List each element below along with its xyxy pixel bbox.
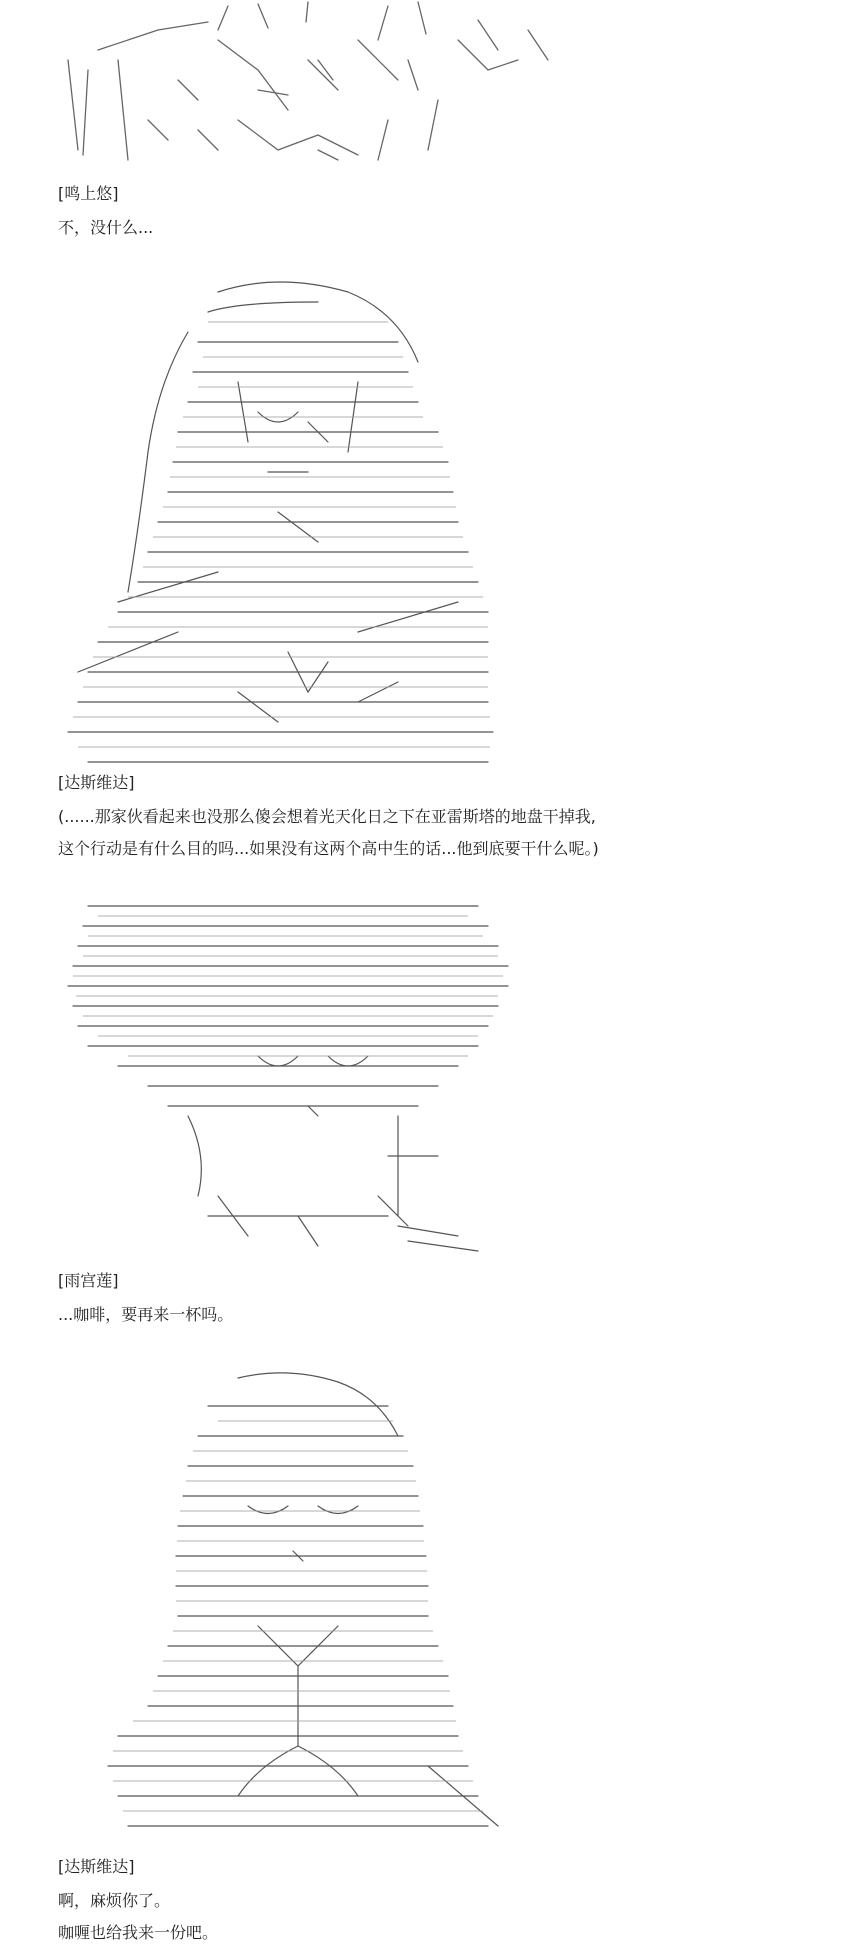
ascii-art-figure-seated-icon <box>58 1366 518 1846</box>
dialogue-line-1-1: 不，没什么... <box>58 218 154 237</box>
dialogue-line-4-2: 咖喱也给我来一份吧。 <box>58 1923 219 1942</box>
ascii-art-figure-short-hair-icon <box>58 896 518 1258</box>
dialogue-line-3-1: ...咖啡，要再来一杯吗。 <box>58 1305 234 1324</box>
ascii-art-2 <box>58 272 498 768</box>
dialogue-line-2-1: (......那家伙看起来也没那么傻会想着光天化日之下在亚雷斯塔的地盘干掉我, <box>58 807 596 826</box>
dialogue-line-4-1: 啊，麻烦你了。 <box>58 1891 171 1910</box>
ascii-art-figure-long-hair-icon <box>58 272 498 768</box>
ascii-art-4 <box>58 1366 518 1846</box>
dialogue-line-2-2: 这个行动是有什么目的吗...如果没有这两个高中生的话...他到底要干什么呢。) <box>58 839 599 858</box>
speaker-label-3: [雨宫莲] <box>58 1271 119 1290</box>
ascii-art-figure-closeup-icon <box>58 0 558 172</box>
ascii-art-1 <box>58 0 558 172</box>
speaker-label-2: [达斯维达] <box>58 773 135 792</box>
ascii-art-3 <box>58 896 518 1258</box>
speaker-label-4: [达斯维达] <box>58 1857 135 1876</box>
speaker-label-1: [鸣上悠] <box>58 184 119 203</box>
